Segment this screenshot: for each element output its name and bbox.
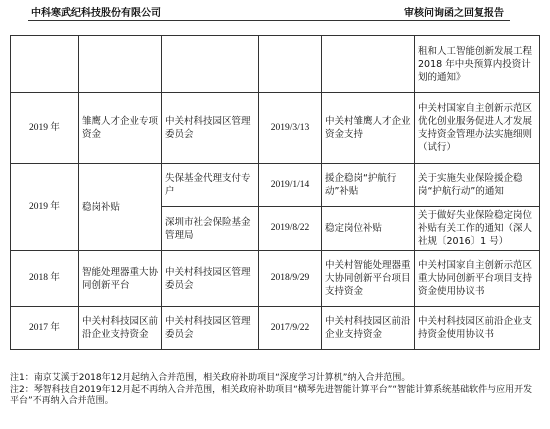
footnote-1: 注1：南京艾溪于2018年12月起纳入合并范围，相关政府补助项目“深度学习计算机”纳入合并范围。 [10, 373, 411, 383]
year-cell [11, 36, 79, 93]
item-cell: 援企稳岗“护航行动”补贴 [322, 164, 415, 207]
agency-cell: 失保基金代理支付专户 [162, 164, 259, 207]
company-name: 中科寒武纪科技股份有限公司 [31, 8, 161, 19]
project-cell: 智能处理器重大协同创新平台 [79, 251, 162, 307]
date-cell [259, 36, 322, 93]
agency-cell: 中关村科技园区管理委员会 [162, 307, 259, 350]
item-cell: 中关村科技园区前沿企业支持资金 [322, 307, 415, 350]
table-row [11, 251, 540, 307]
basis-cell: 中关村国家自主创新示范区优化创业服务促进人才发展支持资金管理办法实施细则（试行） [415, 93, 540, 164]
table-row [11, 164, 540, 207]
table-row [11, 307, 540, 350]
basis-cell: 中关村科技园区前沿企业支持资金使用协议书 [415, 307, 540, 350]
table-row [11, 93, 540, 164]
footnotes [10, 373, 539, 408]
year-cell: 2017 年 [11, 307, 79, 350]
basis-cell: 关于做好失业保险稳定岗位补贴有关工作的通知（深人社规〔2016〕1 号） [415, 207, 540, 251]
agency-cell: 中关村科技园区管理委员会 [162, 251, 259, 307]
agency-cell [162, 36, 259, 93]
project-cell: 稳岗补贴 [79, 164, 162, 251]
date-cell: 2019/8/22 [259, 207, 322, 251]
project-cell: 雏鹰人才企业专项资金 [79, 93, 162, 164]
item-cell: 稳定岗位补贴 [322, 207, 415, 251]
year-cell: 2019 年 [11, 164, 79, 251]
page-header [0, 0, 550, 20]
basis-cell: 租和人工智能创新发展工程 2018 年中央预算内投资计划的通知》 [415, 36, 540, 93]
footnote-2: 注2：琴智科技自2019年12月起不再纳入合并范围，相关政府补助项目“横琴先进智能计算平台”“智能计算系统基础软件与应用开发平台”不再纳入合并范围。 [10, 385, 533, 406]
date-cell: 2018/9/29 [259, 251, 322, 307]
table-row [11, 36, 540, 93]
document-title: 审核问询函之回复报告 [404, 8, 504, 19]
header-rule [28, 20, 510, 21]
project-cell: 中关村科技园区前沿企业支持资金 [79, 307, 162, 350]
date-cell: 2019/1/14 [259, 164, 322, 207]
year-cell: 2019 年 [11, 93, 79, 164]
item-cell: 中关村雏鹰人才企业资金支持 [322, 93, 415, 164]
project-cell [79, 36, 162, 93]
basis-cell: 关于实施失业保险援企稳岗“护航行动”的通知 [415, 164, 540, 207]
date-cell: 2019/3/13 [259, 93, 322, 164]
agency-cell: 中关村科技园区管理委员会 [162, 93, 259, 164]
item-cell [322, 36, 415, 93]
year-cell: 2018 年 [11, 251, 79, 307]
basis-cell: 中关村国家自主创新示范区重大协同创新平台项目支持资金使用协议书 [415, 251, 540, 307]
date-cell: 2017/9/22 [259, 307, 322, 350]
item-cell: 中关村智能处理器重大协同创新平台项目支持资金 [322, 251, 415, 307]
agency-cell: 深圳市社会保险基金管理局 [162, 207, 259, 251]
subsidy-table [10, 35, 540, 350]
